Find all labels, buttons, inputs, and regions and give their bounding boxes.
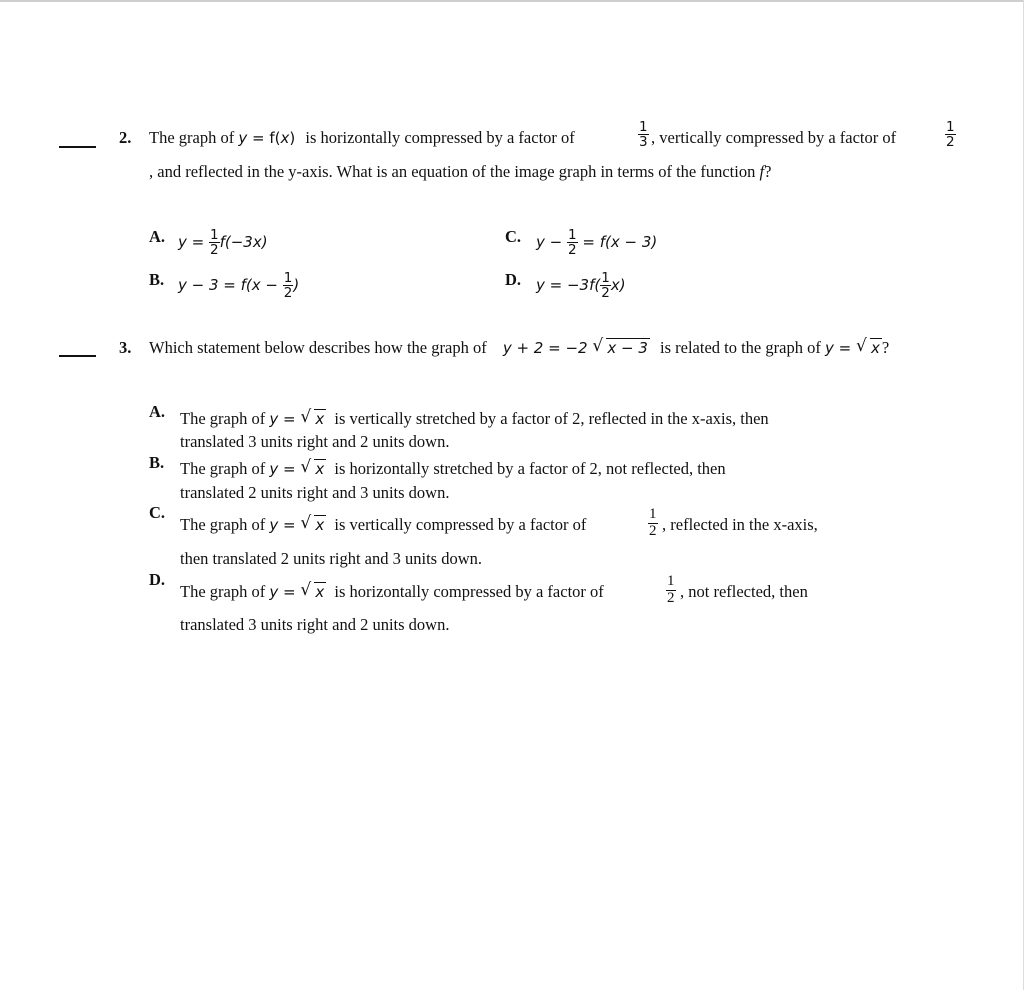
sqrt-icon: √	[855, 336, 867, 356]
q3-option-b-rad: x	[315, 460, 325, 478]
q2-option-a-post: f(−3x)	[219, 233, 268, 252]
page-top-border	[0, 0, 1024, 2]
q3-option-d-den: 2	[667, 589, 675, 606]
q3-option-b-eq-pre: y =	[269, 460, 296, 478]
q2-eq-fx	[238, 129, 295, 147]
q3-qmark: ?	[881, 338, 890, 357]
q3-option-a[interactable]	[180, 407, 769, 428]
q2-v-fraction	[945, 120, 956, 149]
q3-line1	[149, 336, 890, 357]
q3-option-a-line2: translated 3 units right and 2 units down.	[180, 432, 450, 451]
q3-option-c-post: is vertically compressed by a factor of	[334, 515, 587, 534]
q2-option-a-den: 2	[210, 242, 219, 259]
q3-option-d-num: 1	[667, 573, 675, 589]
q3-option-a-eq	[269, 407, 326, 428]
q2-option-c-den: 2	[568, 242, 577, 259]
sqrt-icon: √	[300, 513, 312, 533]
q3-option-a-eq-pre: y =	[269, 410, 296, 428]
q3-option-c-fraction	[648, 507, 658, 540]
sqrt-icon: √	[300, 580, 312, 600]
q2-text-a: The graph of	[149, 128, 235, 147]
q2-option-c-pre: y −	[536, 233, 563, 252]
q2-eq-mid: = f(	[247, 129, 281, 147]
q2-option-c-num: 1	[568, 227, 577, 243]
q3-eq1-rad: x − 3	[607, 339, 648, 357]
q3-option-d-post2: , not reflected, then	[680, 582, 808, 601]
q2-line2	[149, 164, 771, 181]
q3-option-b-line2: translated 2 units right and 3 units down.	[180, 483, 450, 502]
q3-option-c-label[interactable]: C.	[149, 503, 166, 522]
q3-eq2-pre: y =	[824, 339, 852, 357]
q3-option-d[interactable]	[180, 580, 604, 601]
q2-option-b-label[interactable]: B.	[149, 270, 165, 289]
q2-option-a-pre: y =	[178, 233, 205, 252]
q2-option-b[interactable]	[178, 271, 299, 300]
q3-option-c-post2: , reflected in the x-axis,	[662, 515, 818, 534]
q3-option-b[interactable]	[180, 457, 726, 478]
q2-option-a[interactable]	[178, 228, 268, 257]
q3-option-d-eq	[269, 580, 326, 601]
q3-text-a: Which statement below describes how the graph of	[149, 338, 487, 357]
q2-option-b-post: )	[293, 276, 300, 295]
q3-number: 3.	[119, 338, 132, 357]
q2-option-d-label[interactable]: D.	[505, 270, 522, 289]
q3-option-c-num: 1	[649, 506, 657, 522]
q2-option-b-pre: y − 3 = f(x −	[178, 276, 278, 295]
q2-eq-x: x	[280, 129, 290, 147]
answer-blank-q3[interactable]	[59, 355, 96, 357]
q3-option-a-post: is vertically stretched by a factor of 2, reflected in the x-axis, then	[334, 409, 769, 428]
q2-option-a-num: 1	[210, 227, 219, 243]
q2-text-b: is horizontally compressed by a factor of	[305, 128, 575, 147]
q2-option-d-num: 1	[601, 270, 610, 286]
q2-number: 2.	[119, 128, 132, 147]
q2-option-c-post: = f(x − 3)	[582, 233, 658, 252]
q3-option-b-label[interactable]: B.	[149, 453, 165, 472]
q3-option-c-pre: The graph of	[180, 515, 266, 534]
q3-option-a-label[interactable]: A.	[149, 402, 166, 421]
q2-comma: ,	[651, 128, 656, 147]
q2-qmark: ?	[764, 162, 772, 181]
q3-option-c-eq-pre: y =	[269, 516, 296, 534]
q3-eq2-rad: x	[870, 339, 880, 357]
q2-eq-y: y	[238, 129, 248, 147]
q3-option-b-eq	[269, 457, 326, 478]
q3-option-a-pre: The graph of	[180, 409, 266, 428]
q3-option-b-post: is horizontally stretched by a factor of 2, not reflected, then	[334, 459, 726, 478]
q3-option-b-pre: The graph of	[180, 459, 266, 478]
q2-h-fraction	[638, 120, 649, 149]
q3-option-c[interactable]	[180, 513, 587, 534]
q2-line1	[149, 130, 575, 147]
q2-line2-text: , and reflected in the y-axis. What is an equation of the image graph in terms of the function	[149, 162, 756, 181]
q3-option-c-line2: then translated 2 units right and 3 units down.	[180, 549, 483, 568]
q3-option-c-eq	[269, 513, 326, 534]
q2-option-c-label[interactable]: C.	[505, 227, 522, 246]
q3-option-d-pre: The graph of	[180, 582, 266, 601]
q2-eq-end: )	[289, 129, 296, 147]
q2-v-den: 2	[946, 134, 955, 151]
q3-eq2	[824, 336, 882, 357]
q2-line1-rest	[651, 130, 896, 147]
sqrt-icon: √	[300, 457, 312, 477]
q3-option-d-rad: x	[315, 583, 325, 601]
q2-option-b-den: 2	[283, 285, 293, 302]
sqrt-icon: √	[300, 407, 312, 427]
q3-option-d-post: is horizontally compressed by a factor of	[334, 582, 604, 601]
q2-h-num: 1	[639, 119, 648, 135]
q3-eq1	[502, 336, 650, 357]
q3-option-c-rad: x	[315, 516, 325, 534]
q3-option-d-line2: translated 3 units right and 2 units down.	[180, 615, 450, 634]
q2-option-d-pre: y = −3f(	[536, 276, 601, 295]
q3-text-b: is related to the graph of	[660, 338, 821, 357]
answer-blank-q2[interactable]	[59, 146, 96, 148]
q2-option-c[interactable]	[536, 228, 657, 257]
q3-eq1-pre: y + 2 = −2	[502, 339, 588, 357]
q2-func: f	[759, 162, 765, 181]
q3-option-a-rad: x	[315, 410, 325, 428]
q2-option-d-post: x)	[610, 276, 626, 295]
q2-option-b-num: 1	[283, 270, 293, 286]
q3-option-d-label[interactable]: D.	[149, 570, 166, 589]
q3-option-d-fraction	[666, 574, 676, 607]
q2-text-c: vertically compressed by a factor of	[659, 128, 897, 147]
sqrt-icon: √	[592, 336, 604, 356]
q2-option-a-label[interactable]: A.	[149, 227, 166, 246]
q3-option-d-eq-pre: y =	[269, 583, 296, 601]
q2-v-num: 1	[946, 119, 955, 135]
q2-option-d[interactable]	[536, 271, 626, 300]
q2-option-d-den: 2	[601, 285, 610, 302]
q3-option-c-den: 2	[649, 522, 657, 539]
q2-h-den: 3	[639, 134, 648, 151]
